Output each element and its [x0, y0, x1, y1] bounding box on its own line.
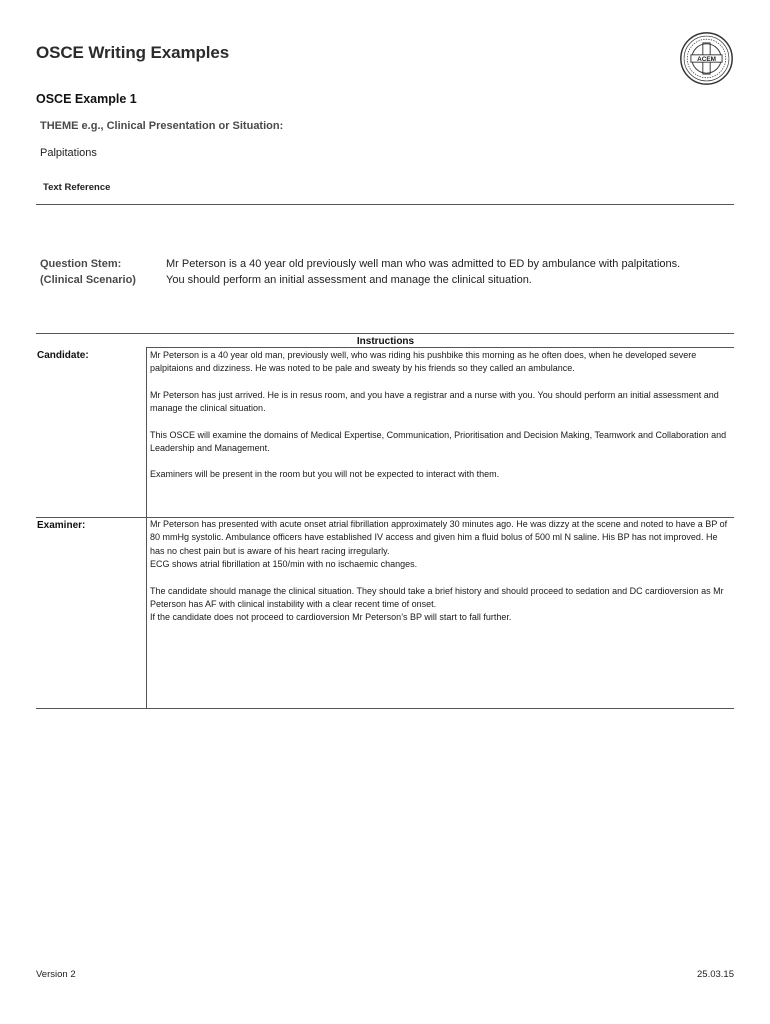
question-stem-line1: Mr Peterson is a 40 year old previously well man who was admitted to ED by ambulance with palpitations. [166, 258, 681, 270]
instructions-header-border [146, 347, 734, 348]
example-title: OSCE Example 1 [36, 92, 137, 106]
question-stem-label-line1: Question Stem: [40, 258, 122, 270]
divider [36, 204, 734, 205]
document-title: OSCE Writing Examples [36, 43, 230, 62]
examiner-instructions [150, 518, 730, 638]
candidate-label: Candidate: [37, 350, 89, 361]
acem-seal-logo [679, 31, 734, 86]
candidate-paragraph: Mr Peterson is a 40 year old man, previously well, who was riding his pushbike this morning as he often does, when he developed severe palpitaions and dizziness. He was noted to be pale and sweaty by his friends so they called an ambulance. [150, 350, 697, 374]
text-reference-label: Text Reference [43, 182, 111, 193]
seal-text: ACEM [697, 55, 716, 63]
version-label: Version 2 [36, 969, 76, 980]
examiner-paragraph [150, 518, 730, 572]
document-date: 25.03.15 [697, 969, 734, 980]
candidate-paragraph: Mr Peterson has just arrived. He is in resus room, and you have a registrar and a nurse with you. You should perform an initial assessment and manage the clinical situation. [150, 389, 719, 414]
question-stem-text [166, 256, 746, 288]
examiner-label: Examiner: [37, 520, 86, 531]
examiner-text: The candidate should manage the clinical situation. They should take a brief history and should proceed to sedation and DC cardioversion as Mr Peterson has AF with clinical instability with a clear recent time of onset. [150, 585, 724, 610]
table-column-divider [146, 347, 147, 708]
instructions-top-border [36, 333, 734, 334]
table-bottom-border [36, 708, 734, 709]
instructions-heading: Instructions [356, 336, 415, 347]
theme-label: THEME e.g., Clinical Presentation or Situation: [40, 120, 284, 132]
candidate-paragraph: This OSCE will examine the domains of Medical Expertise, Communication, Prioritisation and Decision Making, Teamwork and Collaboration and Leadership and Management. [150, 429, 727, 454]
examiner-ecg-text: ECG shows atrial fibrillation at 150/min with no ischaemic changes. [150, 559, 418, 570]
examiner-paragraph [150, 585, 730, 625]
candidate-instructions [150, 349, 730, 495]
candidate-paragraph: Examiners will be present in the room but you will not be expected to interact with them. [150, 469, 500, 480]
question-stem-label [40, 256, 136, 288]
examiner-text: If the candidate does not proceed to cardioversion Mr Peterson’s BP will start to fall further. [150, 612, 512, 623]
question-stem-line2: You should perform an initial assessment and manage the clinical situation. [166, 274, 532, 286]
examiner-text: Mr Peterson has presented with acute onset atrial fibrillation approximately 30 minutes ago. He was dizzy at the scene and noted to have a BP of 80 mmHg systolic. Ambulance officers have established IV access and given him a fluid bolus of 500 ml N saline. His BP has not improved. He has no chest pain but is aware of his heart racing irregularly. [150, 519, 728, 556]
question-stem-label-line2: (Clinical Scenario) [40, 274, 136, 286]
theme-value: Palpitations [40, 147, 97, 159]
